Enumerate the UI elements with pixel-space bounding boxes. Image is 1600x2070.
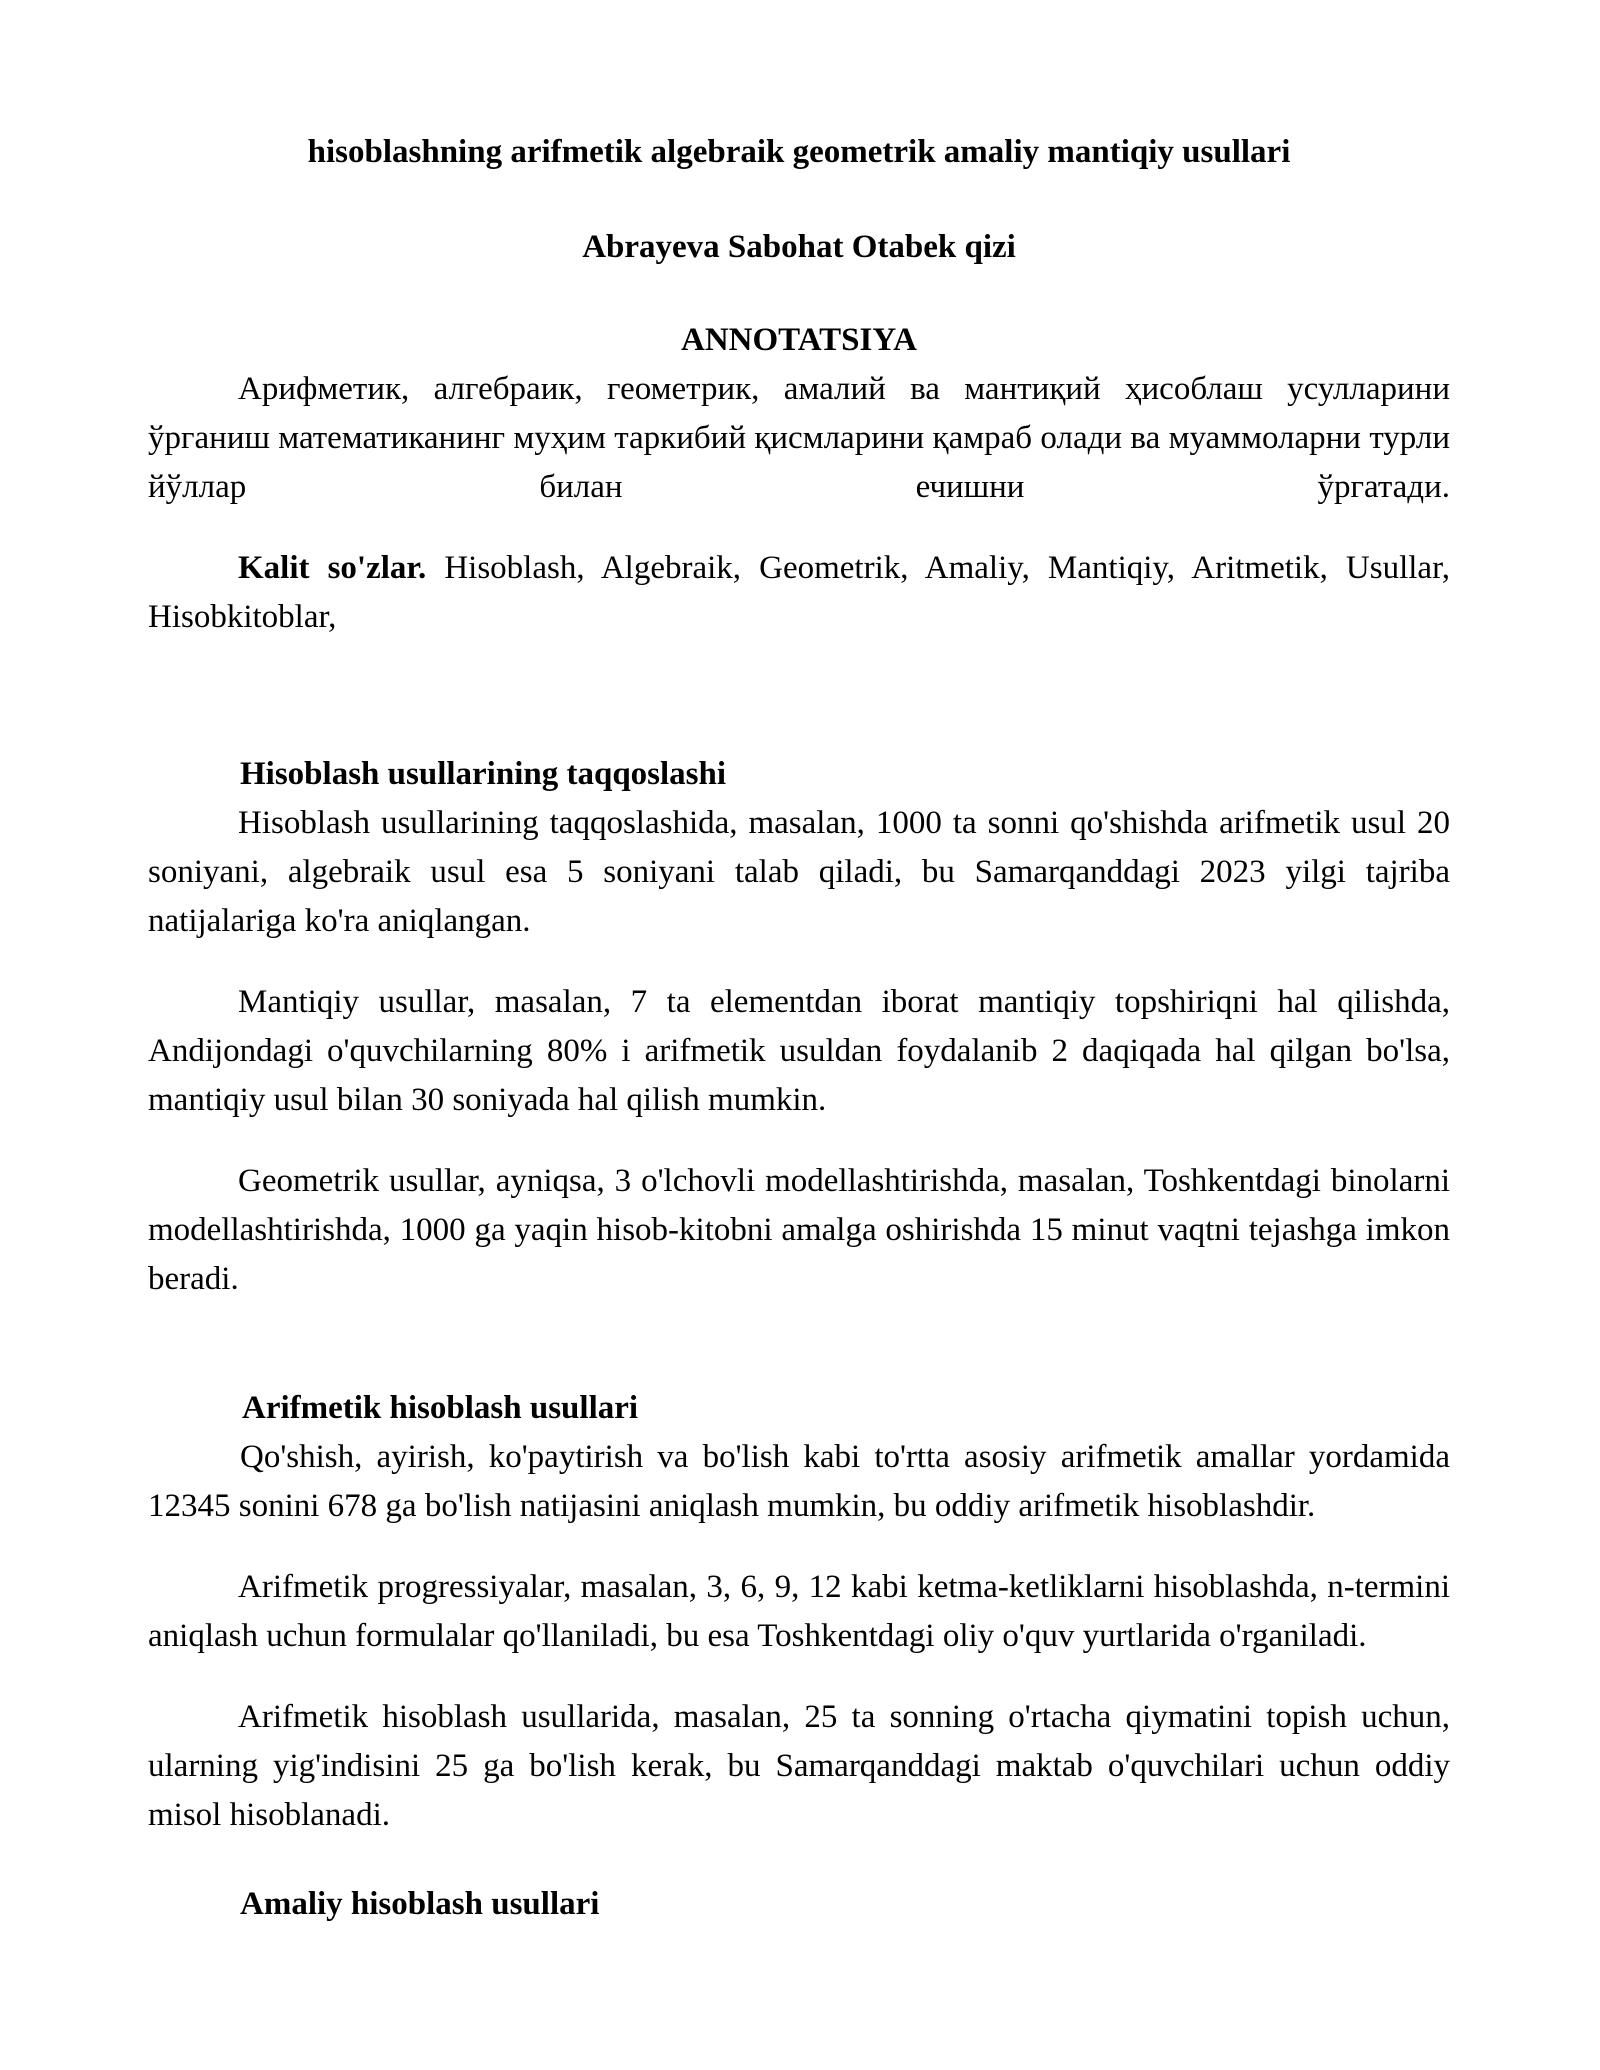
section-paragraph: Hisoblash usullarining taqqoslashida, masalan, 1000 ta sonni qo'shishda arifmetik usul 20 soniyani, algebraik usul esa 5 soniyani talab qiladi, bu Samarqanddagi 2023 yilgi tajriba natijalariga ko'ra aniqlangan.	[148, 805, 1450, 939]
author-name: Abrayeva Sabohat Otabek qizi	[582, 229, 1016, 265]
annotation-text: Арифметик, алгебраик, геометрик, амалий ва мантиқий ҳисоблаш усулларини ўрганиш математиканинг муҳим таркибий қисмларини қамраб олади ва муаммоларни турли йўллар билан ечишни ўргатади.	[148, 371, 1450, 505]
document-page	[148, 128, 1450, 1929]
section-paragraph: Arifmetik progressiyalar, masalan, 3, 6, 9, 12 kabi ketma-ketliklarni hisoblashda, n-termini aniqlash uchun formulalar qo'llaniladi, bu esa Toshkentdagi oliy o'quv yurtlarida o'rganiladi.	[148, 1569, 1450, 1654]
document-title: hisoblashning arifmetik algebraik geometrik amaliy mantiqiy usullari	[307, 134, 1291, 170]
section-paragraph: Arifmetik hisoblash usullarida, masalan, 25 ta sonning o'rtacha qiymatini topish uchun, ularning yig'indisini 25 ga bo'lish kerak, bu Samarqanddagi maktab o'quvchilari uchun oddiy misol hisoblanadi.	[148, 1699, 1450, 1833]
section-paragraph: Geometrik usullar, ayniqsa, 3 o'lchovli modellashtirishda, masalan, Toshkentdagi binolarni modellashtirishda, 1000 ga yaqin hisob-kitobni amalga oshirishda 15 minut vaqtni tejashga imkon beradi.	[148, 1163, 1450, 1297]
section-heading-comparison: Hisoblash usullarining taqqoslashi	[240, 756, 727, 792]
keywords-paragraph	[148, 544, 1450, 642]
keywords-label: Kalit so'zlar.	[238, 550, 427, 586]
keywords-text: Hisoblash, Algebraik, Geometrik, Amaliy, Mantiqiy, Aritmetik, Usullar, Hisobkitoblar,	[148, 550, 1450, 635]
section-heading-applied: Amaliy hisoblash usullari	[240, 1886, 600, 1922]
annotation-heading: ANNOTATSIYA	[681, 322, 917, 358]
section-paragraph: Qo'shish, ayirish, ko'paytirish va bo'lish kabi to'rtta asosiy arifmetik amallar yordamida 12345 sonini 678 ga bo'lish natijasini aniqlash mumkin, bu oddiy arifmetik hisoblashdir.	[148, 1439, 1450, 1524]
section-paragraph: Mantiqiy usullar, masalan, 7 ta elementdan iborat mantiqiy topshiriqni hal qilishda, Andijondagi o'quvchilarning 80% i arifmetik usuldan foydalanib 2 daqiqada hal qilgan bo'lsa, mantiqiy usul bilan 30 soniyada hal qilish mumkin.	[148, 984, 1450, 1118]
section-heading-arithmetic: Arifmetik hisoblash usullari	[242, 1390, 639, 1426]
